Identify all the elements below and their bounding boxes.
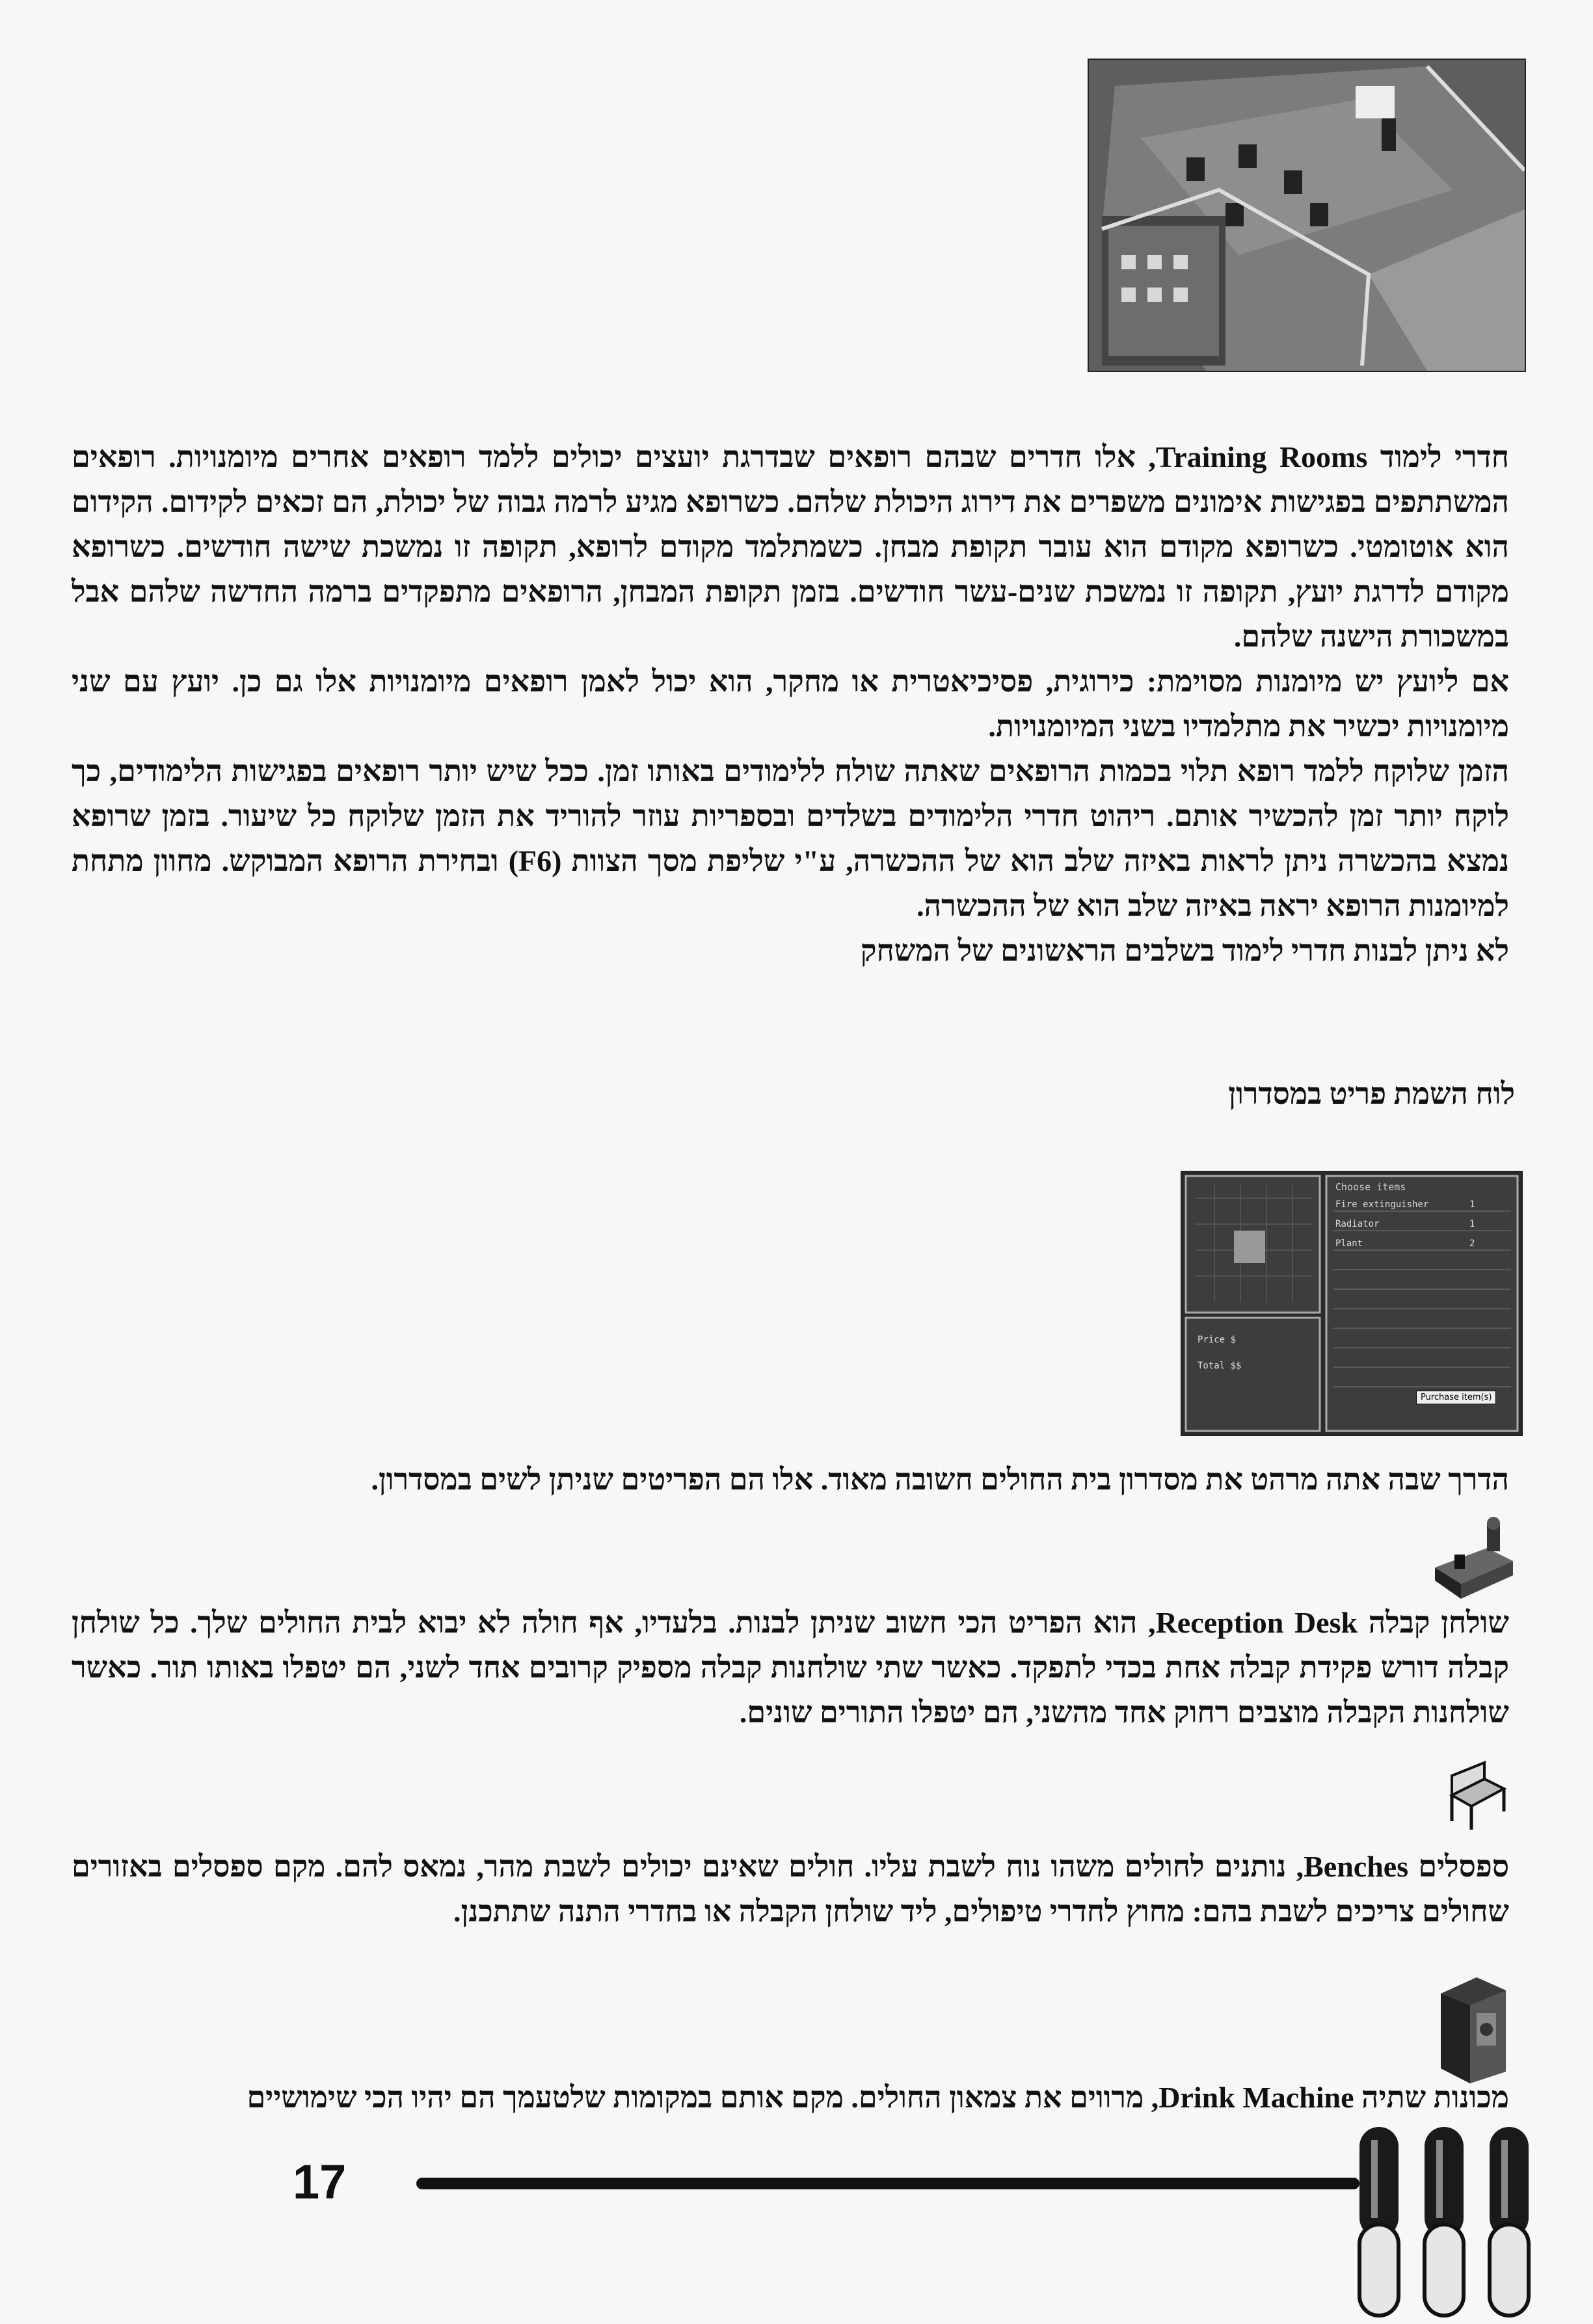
- corridor-intro: [72, 1457, 1509, 1502]
- training-paragraph-3: הזמן שלוקח ללמד רופא תלוי בכמות הרופאים שאתה שולח ללימודים באותו זמן. ככל שיש יותר רופאים בפגישות הלימודים, כך לוקח יותר זמן להכשיר אותם. ריהוט חדרי הלימודים בשלדים ובספריות עוזר להוריד את הזמן שלוקח כל שיעור. בזמן שרופא נמצא בהכשרה ניתן לראות באיזה שלב הוא של ההכשרה, ע"י שליפת מסך הצוות (F6) ובחירת הרופא המבוקש. מחוון מתחת למיומנות הרופא יראה באיזה שלב הוא של ההכשרה.: [72, 755, 1509, 922]
- item-qty: 1: [1469, 1199, 1475, 1210]
- reception-desk-icon: [1428, 1516, 1519, 1600]
- corridor-heading: לוח השמת פריט במסדרון: [1228, 1077, 1515, 1110]
- price-label: Price $: [1198, 1335, 1237, 1345]
- drink-machine-paragraph: מכונות שתיה Drink Machine, מרווים את צמאון החולים. מקם אותם במקומות שלטעמך הם יהיו הכי שימושיים: [247, 2081, 1509, 2114]
- item-qty: 1: [1469, 1219, 1475, 1229]
- page-number: 17: [293, 2155, 347, 2209]
- drink-machine-text: [72, 2075, 1509, 2120]
- reception-desk-paragraph: שולחן קבלה Reception Desk, הוא הפריט הכי חשוב שניתן לבנות. בלעדיו, אף חולה לא יבוא לבית החולים שלך. כל שולחן קבלה דורש פקידת קבלה אחת בכדי לתפקד. כאשר שתי שולחנות קבלה מספיק קרובים אחד לשני, הם יטפלו באותו תור. כאשר שולחנות הקבלה מוצבים רחוק אחד מהשני, הם יטפלו התורים שונים.: [72, 1606, 1509, 1729]
- item-qty: 2: [1469, 1238, 1475, 1249]
- total-label: Total $$: [1198, 1361, 1242, 1371]
- choose-items-screenshot: [1181, 1171, 1523, 1436]
- purchase-items-button[interactable]: Purchase item(s): [1416, 1391, 1496, 1404]
- training-paragraph-4: לא ניתן לבנות חדרי לימוד בשלבים הראשונים של המשחק: [860, 934, 1509, 967]
- item-name: Plant: [1335, 1238, 1363, 1249]
- footer-rule: [416, 2178, 1359, 2189]
- benches-paragraph: ספסלים Benches, נותנים לחולים משהו נוח לשבת עליו. חולים שאינם יכולים לשבת מהר, נמאס להם. מקם ספסלים באזורים שחולים צריכים לשבת בהם: מחוץ לחדרי טיפולים, ליד שולחן הקבלה או בחדרי התנה שתתכנן.: [72, 1850, 1509, 1928]
- item-name: Fire extinguisher: [1335, 1199, 1429, 1210]
- item-name: Radiator: [1335, 1219, 1380, 1229]
- training-paragraph-1: חדרי לימוד Training Rooms, אלו חדרים שבהם רופאים שבדרגת יועצים יכולים ללמד רופאים אחרים מיומנויות. רופאים המשתתפים בפגישות אימונים משפרים את דירוג היכולת שלהם. כשרופא מגיע לרמה גבוה של יכולת, הם זכאים לקידום. הקידום הוא אוטומטי. כשרופא מקודם הוא עובר תקופת מבחן. כשמתלמד מקודם לרופא, תקופה זו נמשכת שישה חודשים. כשרופא מקודם לדרגת יועץ, תקופה זו נמשכת שנים-עשר חודשים. בזמן תקופת המבחן, הרופאים מתפקדים ברמה החדשה שלהם אבל במשכורת הישנה שלהם.: [72, 440, 1509, 653]
- corridor-intro-text: הדרך שבה אתה מרהט את מסדרון בית החולים חשובה מאוד. אלו הם הפריטים שניתן לשים במסדרון.: [371, 1463, 1509, 1496]
- pills-icon: [1346, 2114, 1542, 2321]
- training-rooms-text: [72, 434, 1509, 973]
- bench-icon: [1445, 1759, 1510, 1831]
- benches-text: [72, 1844, 1509, 1934]
- training-room-screenshot: [1088, 59, 1526, 372]
- drink-machine-icon: [1438, 1974, 1509, 2085]
- reception-desk-text: [72, 1600, 1509, 1735]
- choose-items-title: Choose items: [1335, 1181, 1406, 1193]
- item-radiator[interactable]: [1335, 1219, 1511, 1229]
- item-fire-extinguisher[interactable]: [1335, 1199, 1511, 1210]
- item-plant[interactable]: [1335, 1238, 1511, 1249]
- training-paragraph-2: אם ליועץ יש מיומנות מסוימת: כירוגית, פסיכיאטרית או מחקר, הוא יכול לאמן רופאים מיומנויות אלו גם כן. יועץ עם שני מיומנויות יכשיר את מתלמדיו בשני המיומנויות.: [72, 665, 1509, 743]
- training-room-image: [1089, 60, 1525, 371]
